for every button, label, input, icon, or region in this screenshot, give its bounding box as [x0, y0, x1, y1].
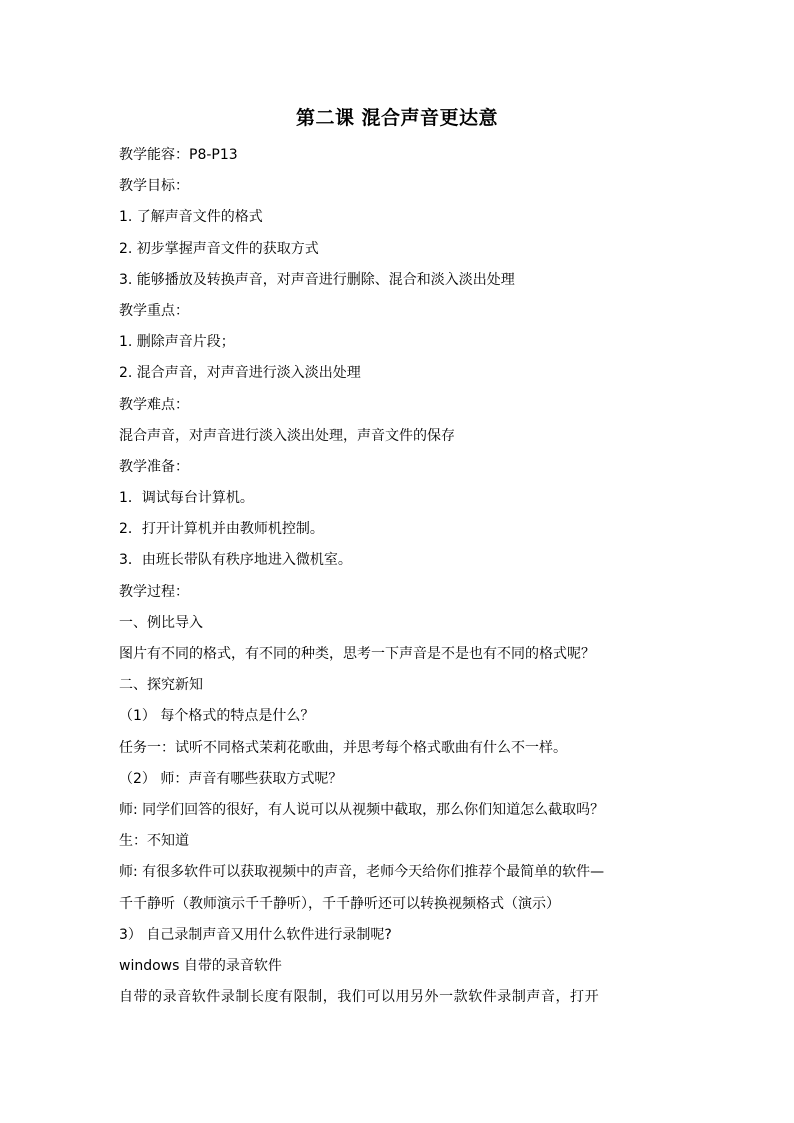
text-line: 3. 能够播放及转换声音，对声音进行删除、混合和淡入淡出处理 [119, 271, 515, 288]
text-line: windows 自带的录音软件 [119, 957, 282, 974]
text-line: 3．由班长带队有秩序地进入微机室。 [119, 552, 352, 569]
text-line: 教学重点： [119, 302, 189, 319]
text-line: 教学过程： [119, 583, 189, 600]
text-line: 教学能容：P8-P13 [119, 147, 238, 163]
text-line: 2．打开计算机并由教师机控制。 [119, 521, 324, 538]
document-body [119, 140, 679, 1013]
text-line: 教学难点： [119, 396, 189, 413]
text-line: 1. 了解声音文件的格式 [119, 209, 263, 226]
text-line: 一、例比导入 [119, 614, 203, 631]
text-line: 教学目标： [119, 178, 189, 195]
text-line: 任务一：试听不同格式茉莉花歌曲，并思考每个格式歌曲有什么不一样。 [119, 739, 567, 756]
text-line: 3） 自己录制声音又用什么软件进行录制呢? [119, 926, 392, 943]
text-line: 自带的录音软件录制长度有限制，我们可以用另外一款软件录制声音，打开 [119, 989, 600, 1006]
document-title: 第二课 混合声音更达意 [295, 107, 499, 129]
text-line: 1. 删除声音片段； [119, 334, 235, 351]
text-line: 师: 同学们回答的很好，有人说可以从视频中截取，那么你们知道怎么截取吗？ [119, 801, 605, 818]
text-line: （1） 每个格式的特点是什么？ [119, 708, 315, 725]
text-line: 千千静听（教师演示千千静听），千千静听还可以转换视频格式（演示） [119, 895, 560, 912]
text-line: 2. 混合声音，对声音进行淡入淡出处理 [119, 365, 361, 382]
text-line: 师: 有很多软件可以获取视频中的声音，老师今天给你们推荐个最简单的软件— [119, 864, 605, 881]
text-line: 生：不知道 [119, 833, 189, 850]
text-line: 混合声音，对声音进行淡入淡出处理，声音文件的保存 [119, 427, 455, 444]
text-line: 1．调试每台计算机。 [119, 490, 254, 507]
text-line: 2. 初步掌握声音文件的获取方式 [119, 240, 319, 257]
text-line: 二、探究新知 [119, 677, 203, 694]
text-line: 教学准备： [119, 458, 189, 475]
text-line: （2） 师：声音有哪些获取方式呢？ [119, 770, 343, 787]
text-line: 图片有不同的格式，有不同的种类，思考一下声音是不是也有不同的格式呢？ [119, 646, 595, 662]
